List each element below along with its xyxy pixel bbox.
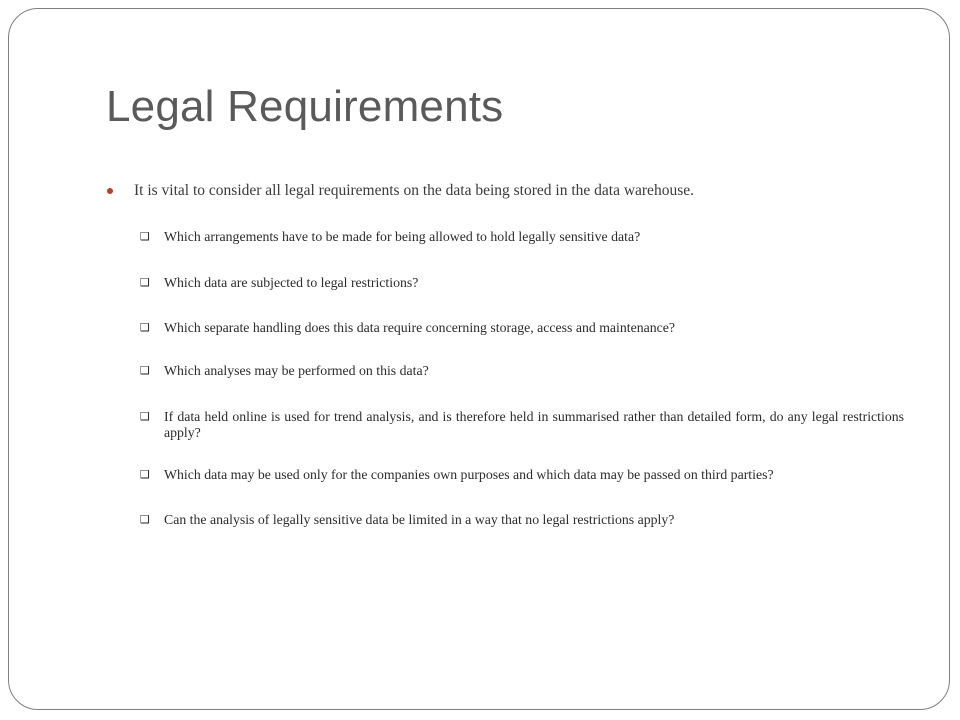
sub-bullet-text: Which analyses may be performed on this data?	[164, 363, 429, 378]
hollow-square-icon: ❑	[140, 321, 150, 334]
hollow-square-icon: ❑	[140, 468, 150, 481]
sub-bullet-text: Which separate handling does this data require concerning storage, access and maintenance?	[164, 320, 676, 335]
bullet-dot-icon	[107, 188, 113, 194]
list-item	[140, 363, 904, 379]
list-item	[140, 467, 904, 483]
sub-bullet-text: Which data may be used only for the companies own purposes and which data may be passed on third parties?	[164, 467, 774, 482]
sub-bullet-text: Which data are subjected to legal restrictions?	[164, 275, 419, 290]
list-item	[140, 229, 904, 245]
list-item	[140, 275, 904, 291]
hollow-square-icon: ❑	[140, 230, 150, 243]
list-item	[140, 409, 904, 441]
sub-bullet-text: Can the analysis of legally sensitive data be limited in a way that no legal restrictions apply?	[164, 512, 675, 527]
slide-title: Legal Requirements	[106, 82, 504, 131]
hollow-square-icon: ❑	[140, 364, 150, 377]
sub-bullet-text: If data held online is used for trend analysis, and is therefore held in summarised rather than detailed form, do any legal restrictions apply?	[164, 409, 904, 440]
sub-bullet-text: Which arrangements have to be made for being allowed to hold legally sensitive data?	[164, 229, 641, 244]
main-bullet	[118, 181, 918, 201]
list-item	[140, 512, 904, 528]
hollow-square-icon: ❑	[140, 276, 150, 289]
main-bullet-text: It is vital to consider all legal requirements on the data being stored in the data warehouse.	[134, 182, 694, 199]
hollow-square-icon: ❑	[140, 410, 150, 423]
list-item	[140, 320, 904, 336]
hollow-square-icon: ❑	[140, 513, 150, 526]
